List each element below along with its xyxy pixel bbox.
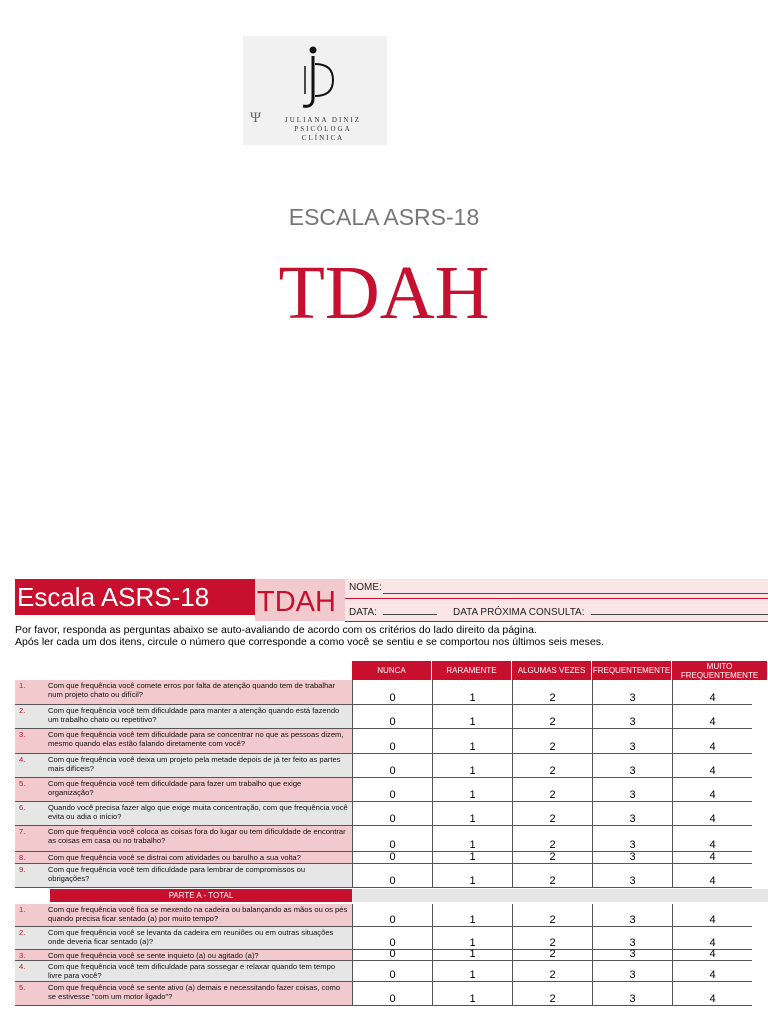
score-option[interactable]: 1 [432, 729, 512, 754]
score-option[interactable]: 2 [512, 950, 592, 961]
logo-monogram [243, 36, 387, 116]
score-option[interactable]: 4 [672, 852, 752, 864]
score-option[interactable]: 2 [512, 904, 592, 927]
score-option[interactable]: 3 [592, 982, 672, 1006]
question-number: 3. [19, 730, 26, 739]
logo-symbol: Ψ [250, 110, 264, 126]
col-raramente: RARAMENTE [432, 661, 512, 680]
score-option[interactable]: 2 [512, 864, 592, 888]
part-a-total: PARTE A - TOTAL [50, 889, 352, 902]
question-number: 9. [19, 865, 26, 874]
score-option[interactable]: 1 [432, 927, 512, 950]
score-option[interactable]: 1 [432, 982, 512, 1006]
question-cell [15, 982, 352, 1006]
logo-name: JULIANA DINIZ [285, 116, 361, 124]
sheet-tdah: TDAH [255, 579, 345, 621]
question-number: 2. [19, 928, 26, 937]
question-number: 7. [19, 827, 26, 836]
question-number: 2. [19, 706, 26, 715]
question-cell [15, 778, 352, 802]
question-text: Com que frequência você tem dificuldade para se concentrar no que as pessoas dizem, mesmo quando elas estão falando diretamente com você? [48, 730, 344, 748]
instruction-line-2: Após ler cada um dos itens, circule o número que corresponde a como você se sentiu e se comportou nos últimos seis meses. [15, 636, 604, 648]
question-cell [15, 826, 352, 852]
question-number: 5. [19, 779, 26, 788]
score-option[interactable]: 4 [672, 927, 752, 950]
score-option[interactable]: 1 [432, 826, 512, 852]
next-consult-label: DATA PRÓXIMA CONSULTA: [453, 607, 585, 618]
score-option[interactable]: 1 [432, 754, 512, 778]
question-cell [15, 705, 352, 729]
score-option[interactable]: 3 [592, 852, 672, 864]
question-text: Com que frequência você coloca as coisas fora do lugar ou tem dificuldade de encontrar as coisas em casa ou no trabalho? [48, 827, 346, 845]
score-option[interactable]: 2 [512, 852, 592, 864]
score-option[interactable]: 4 [672, 904, 752, 927]
score-option[interactable]: 2 [512, 982, 592, 1006]
nome-label: NOME: [349, 582, 382, 593]
cover-subtitle: ESCALA ASRS-18 [288, 204, 480, 230]
score-option[interactable]: 4 [672, 680, 752, 705]
question-number: 4. [19, 755, 26, 764]
question-text: Com que frequência você tem dificuldade para sossegar e relaxar quando tem tempo livre para você? [48, 962, 336, 980]
score-option[interactable]: 0 [352, 754, 432, 778]
part-a-total-cells[interactable] [352, 889, 768, 902]
score-option[interactable]: 3 [592, 961, 672, 982]
col-muito-frequentemente: MUITO FREQUENTEMENTE [672, 661, 768, 680]
score-option[interactable]: 1 [432, 705, 512, 729]
score-option[interactable]: 3 [592, 864, 672, 888]
score-option[interactable]: 2 [512, 961, 592, 982]
score-option[interactable]: 4 [672, 864, 752, 888]
score-option[interactable]: 0 [352, 802, 432, 826]
question-text: Com que frequência você se sente ativo (a) demais e necessitando fazer coisas, como se estivesse "com um motor ligado"? [48, 983, 341, 1001]
question-number: 1. [19, 905, 26, 914]
instruction-line-1: Por favor, responda as perguntas abaixo se auto-avaliando de acordo com os critérios do lado direito da página. [15, 624, 537, 636]
row-divider [15, 1005, 752, 1006]
question-text: Com que frequência você fica se mexendo na cadeira ou balançando as mãos ou os pés quando precisa ficar sentado (a) por muito tempo? [48, 905, 348, 923]
score-option[interactable]: 2 [512, 680, 592, 705]
score-option[interactable]: 4 [672, 754, 752, 778]
score-option[interactable]: 1 [432, 778, 512, 802]
score-option[interactable]: 3 [592, 904, 672, 927]
instructions [15, 624, 604, 648]
score-option[interactable]: 2 [512, 705, 592, 729]
score-option[interactable]: 0 [352, 852, 432, 864]
asrs-sheet [15, 579, 768, 1024]
logo [243, 36, 387, 145]
score-option[interactable]: 1 [432, 950, 512, 961]
score-option[interactable]: 3 [592, 754, 672, 778]
question-row [15, 778, 768, 802]
logo-text [250, 110, 378, 143]
question-text: Com que frequência você comete erros por falta de atenção quando tem de trabalhar num projeto chato ou difícil? [48, 681, 336, 699]
question-text: Com que frequência você deixa um projeto pela metade depois de já ter feito as partes mais difíceis? [48, 755, 341, 773]
data-line[interactable] [383, 614, 437, 615]
logo-role-2: CLÍNICA [301, 134, 345, 142]
score-option[interactable]: 2 [512, 826, 592, 852]
question-number: 1. [19, 681, 26, 690]
nome-line[interactable] [383, 593, 768, 594]
score-option[interactable]: 1 [432, 961, 512, 982]
question-text: Com que frequência você tem dificuldade para manter a atenção quando está fazendo um trabalho chato ou repetitivo? [48, 706, 340, 724]
score-option[interactable]: 0 [352, 982, 432, 1006]
score-option[interactable]: 3 [592, 680, 672, 705]
question-row [15, 754, 768, 778]
data-label: DATA: [349, 607, 377, 618]
question-row [15, 982, 768, 1006]
score-option[interactable]: 3 [592, 729, 672, 754]
question-number: 6. [19, 803, 26, 812]
question-row [15, 904, 768, 927]
score-option[interactable]: 0 [352, 705, 432, 729]
score-option[interactable]: 1 [432, 904, 512, 927]
score-option[interactable]: 2 [512, 802, 592, 826]
score-option[interactable]: 4 [672, 705, 752, 729]
score-option[interactable]: 1 [432, 852, 512, 864]
question-text: Com que frequência você se levanta da cadeira em reuniões ou em outras situações onde deveria ficar sentado (a)? [48, 928, 334, 946]
question-text: Quando você precisa fazer algo que exige muita concentração, com que frequência você evita ou adia o início? [48, 803, 348, 821]
question-number: 8. [19, 853, 26, 862]
next-consult-line[interactable] [591, 614, 768, 615]
question-cell [15, 680, 352, 705]
question-text: Com que frequência você se distrai com atividades ou barulho a sua volta? [48, 853, 301, 862]
question-cell [15, 754, 352, 778]
question-text: Com que frequência você tem dificuldade para fazer um trabalho que exige organização? [48, 779, 302, 797]
col-algumas-vezes: ALGUMAS VEZES [512, 661, 592, 680]
score-option[interactable]: 3 [592, 705, 672, 729]
question-text: Com que frequência você se sente inquieto (a) ou agitado (a)? [48, 951, 259, 960]
question-row [15, 961, 768, 982]
score-option[interactable]: 4 [672, 950, 752, 961]
score-option[interactable]: 0 [352, 778, 432, 802]
score-option[interactable]: 4 [672, 729, 752, 754]
score-option[interactable]: 0 [352, 680, 432, 705]
score-option[interactable]: 4 [672, 778, 752, 802]
score-option[interactable]: 1 [432, 680, 512, 705]
score-option[interactable]: 2 [512, 927, 592, 950]
score-option[interactable]: 3 [592, 778, 672, 802]
question-row [15, 826, 768, 852]
score-option[interactable]: 0 [352, 729, 432, 754]
row-divider [15, 887, 752, 888]
score-option[interactable]: 0 [352, 961, 432, 982]
score-option[interactable]: 4 [672, 802, 752, 826]
question-row [15, 705, 768, 729]
question-cell [15, 864, 352, 888]
logo-role: PSICÓLOGA [294, 125, 352, 133]
score-option[interactable]: 3 [592, 950, 672, 961]
score-option[interactable]: 0 [352, 826, 432, 852]
question-cell [15, 961, 352, 982]
score-option[interactable]: 1 [432, 802, 512, 826]
patient-fields [345, 579, 768, 621]
question-cell [15, 729, 352, 754]
score-option[interactable]: 4 [672, 982, 752, 1006]
score-option[interactable]: 0 [352, 864, 432, 888]
score-option[interactable]: 0 [352, 927, 432, 950]
score-option[interactable]: 2 [512, 729, 592, 754]
score-option[interactable]: 2 [512, 778, 592, 802]
question-row [15, 852, 768, 864]
score-option[interactable]: 1 [432, 864, 512, 888]
question-cell [15, 802, 352, 826]
score-option[interactable]: 0 [352, 950, 432, 961]
question-row [15, 927, 768, 950]
score-option[interactable]: 3 [592, 927, 672, 950]
score-option[interactable]: 4 [672, 961, 752, 982]
score-option[interactable]: 2 [512, 754, 592, 778]
question-cell [15, 927, 352, 950]
question-row [15, 950, 768, 961]
col-frequentemente: FREQUENTEMENTE [592, 661, 672, 680]
question-number: 5. [19, 983, 26, 992]
sheet-title: Escala ASRS-18 [15, 579, 255, 615]
question-cell [15, 904, 352, 927]
question-row [15, 802, 768, 826]
question-number: 3. [19, 951, 26, 960]
score-option[interactable]: 0 [352, 904, 432, 927]
score-option[interactable]: 3 [592, 802, 672, 826]
question-row [15, 729, 768, 754]
cover-title: TDAH [278, 251, 490, 335]
divider [345, 598, 768, 599]
question-text: Com que frequência você tem dificuldade para lembrar de compromissos ou obrigações? [48, 865, 306, 883]
score-option[interactable]: 3 [592, 826, 672, 852]
col-nunca: NUNCA [352, 661, 432, 680]
question-row [15, 680, 768, 705]
question-row [15, 864, 768, 888]
divider [345, 621, 768, 622]
score-option[interactable]: 4 [672, 826, 752, 852]
question-number: 4. [19, 962, 26, 971]
